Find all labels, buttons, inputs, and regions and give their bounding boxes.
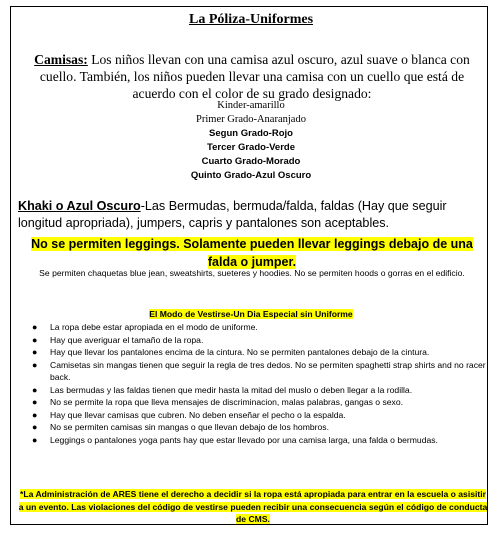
leggings-notice [28, 235, 476, 271]
grade-tercer: Tercer Grado-Verde [206, 142, 295, 153]
bullet-icon: ● [32, 409, 38, 420]
list-item: ● La ropa debe estar apropiada en el modo de uniforme. [32, 322, 258, 332]
chaquetas-note: Se permiten chaquetas blue jean, sweatshirts, sueteres y hoodies. No se permiten hoods o gorras en el edificio. [39, 268, 465, 278]
camisas-text: Los niños llevan con una camisa azul oscuro, azul suave o blanca con cuello. También, los niños pueden llevar una camisa con un cuello que está de acuerdo con el color de su grado designado: [39, 52, 470, 101]
khaki-paragraph [18, 198, 488, 232]
leggings-line-1: No se permiten leggings. Solamente pueden llevar leggings debajo de una [31, 237, 473, 251]
footer-note [18, 488, 488, 526]
bullet-icon: ● [32, 347, 38, 357]
bullet-icon: ● [32, 434, 38, 445]
modo-section-title [0, 308, 502, 320]
grade-primer: Primer Grado-Anaranjado [196, 114, 306, 125]
bullet-icon: ● [32, 422, 38, 432]
list-item: ● Las bermudas y las faldas tienen que medir hasta la mitad del muslo o deben llegar a la rodilla. [32, 384, 413, 395]
camisas-label: Camisas: [34, 52, 88, 67]
list-item: ● Hay que averiguar el tamaño de la ropa. [32, 334, 204, 345]
grade-color-list [0, 99, 502, 183]
grade-quinto: Quinto Grado-Azul Oscuro [190, 170, 312, 181]
modo-title-text: El Modo de Vestirse-Un Dia Especial sin Uniforme [149, 309, 353, 319]
bullet-icon: ● [32, 384, 38, 395]
grade-kinder: Kinder-amarillo [217, 100, 285, 111]
list-item: ● Hay que llevar los pantalones encima de la cintura. No se permiten pantalones debajo de la cintura. [32, 347, 430, 357]
list-item: ● Hay que llevar camisas que cubren. No deben enseñar el pecho o la espalda. [32, 409, 346, 420]
grade-cuarto: Cuarto Grado-Morado [201, 156, 301, 167]
grade-segundo: Segun Grado-Rojo [209, 128, 293, 139]
khaki-text: -Las Bermudas, bermuda/falda, faldas (Hay que seguir longitud apropriada), jumpers, capris y pantalones son aceptables. [18, 199, 447, 230]
list-item: ● No se permite la ropa que lleva mensajes de discriminacion, malas palabras, gangas o sexo. [32, 397, 404, 407]
footer-text: *La Administración de ARES tiene el derecho a decidir si la ropa está apropiada para entrar en la escuela o asisitir a un evento. Las violaciones del código de vestirse pueden recibir una consecuencia según el código de conducta de CMS. [18, 489, 488, 524]
list-item: ● Camisetas sin mangas tienen que seguir la regla de tres dedos. No se permiten spaghetti strap shirts and no racer back. [32, 359, 486, 382]
bullet-icon: ● [32, 359, 38, 370]
list-item: ● Leggings o pantalones yoga pants hay que estar llevado por una camisa larga, una falda o bermudas. [32, 434, 438, 445]
camisas-paragraph [18, 51, 486, 102]
list-item: ● No se permiten camisas sin mangas o que llevan debajo de los hombros. [32, 422, 329, 432]
khaki-label: Khaki o Azul Oscuro [18, 199, 141, 213]
bullet-icon: ● [32, 322, 38, 332]
bullet-icon: ● [32, 334, 38, 345]
page-title: La Póliza-Uniformes [188, 12, 314, 27]
rules-list [0, 321, 502, 446]
leggings-line-2: falda o jumper. [207, 255, 297, 269]
bullet-icon: ● [32, 397, 38, 407]
